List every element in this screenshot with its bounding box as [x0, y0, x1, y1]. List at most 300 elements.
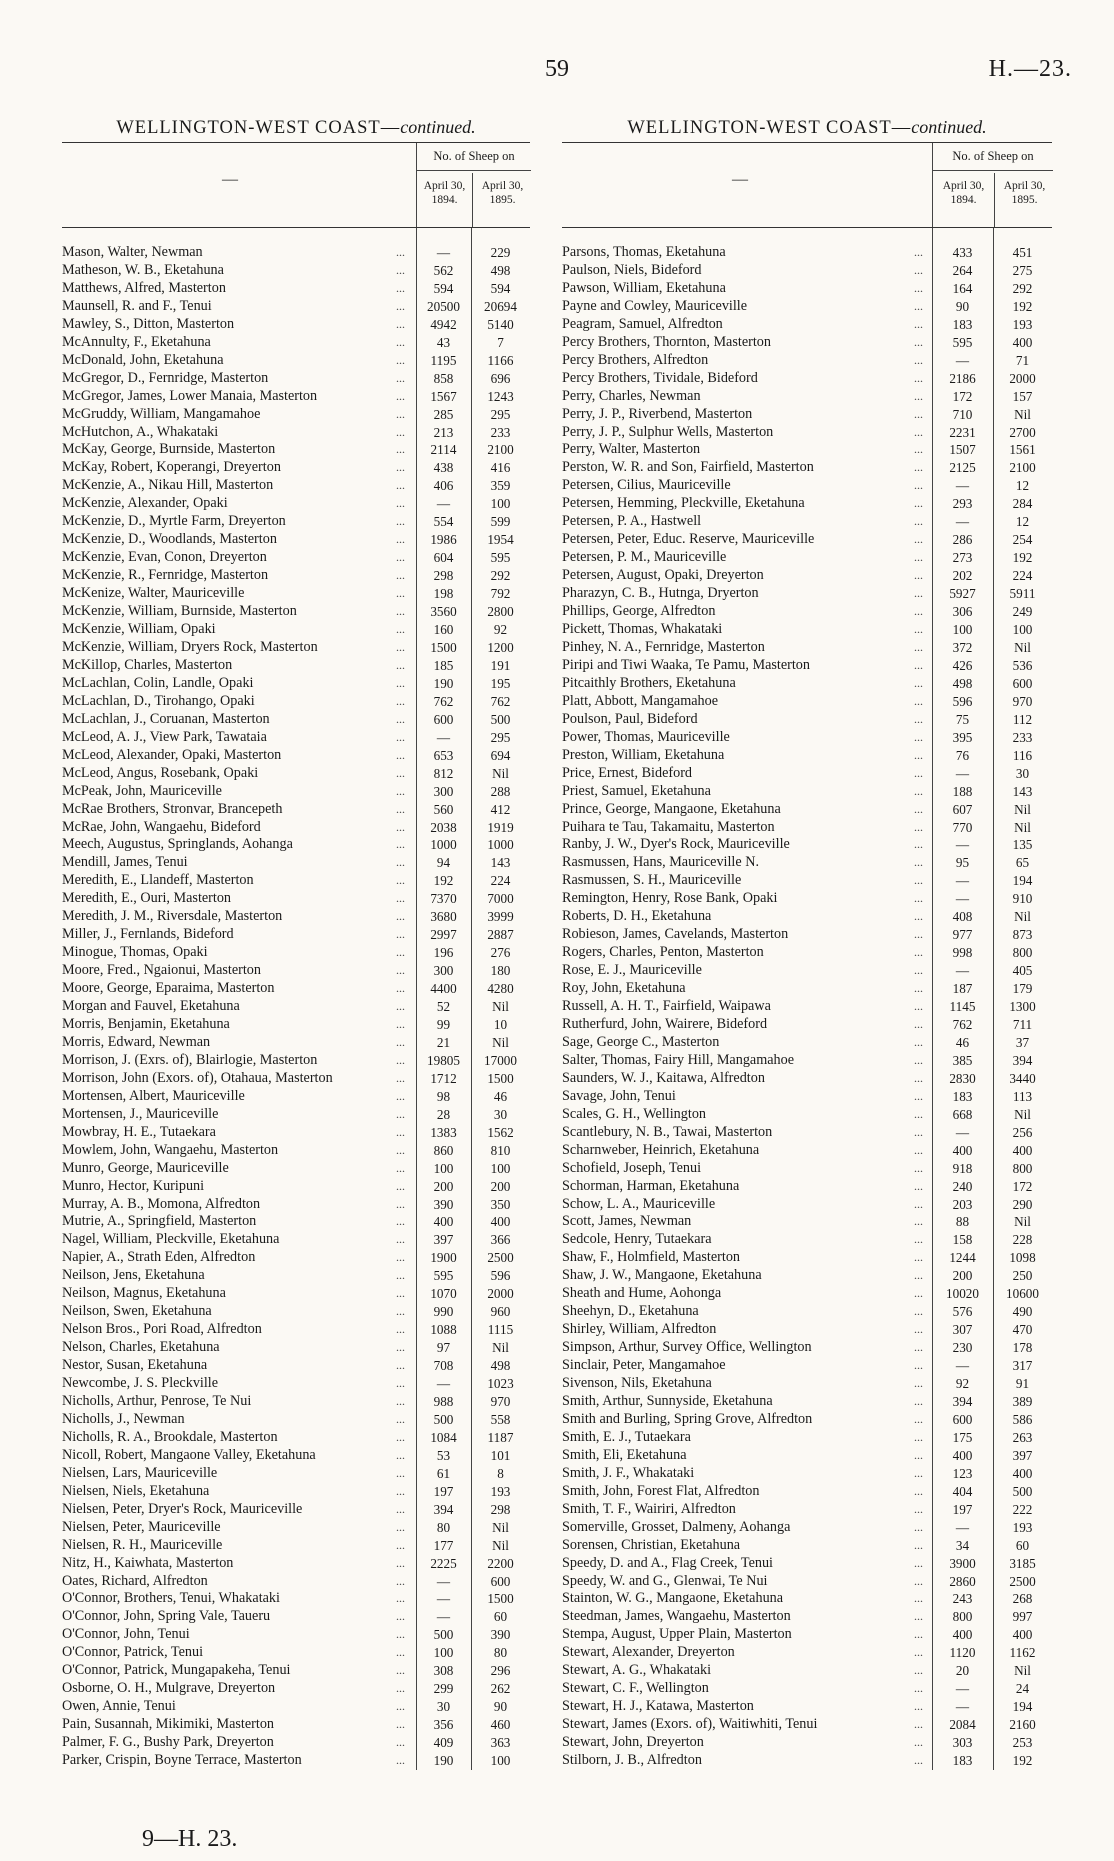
leader-dots: ... [396, 675, 405, 690]
leader-dots: ... [914, 1124, 923, 1139]
sheep-1895-value: Nil [1014, 1214, 1031, 1230]
sheep-1894-value: 264 [952, 262, 973, 278]
leader-dots: ... [396, 1016, 405, 1031]
leader-dots: ... [396, 1411, 405, 1426]
sheep-1895-value: 71 [1015, 352, 1030, 368]
sheep-1895-value: 490 [1012, 1304, 1033, 1320]
leader-dots: ... [914, 873, 923, 888]
leader-dots: ... [914, 855, 923, 870]
leader-dots: ... [914, 765, 923, 780]
leader-dots: ... [396, 855, 405, 870]
table-row [562, 1070, 1052, 1088]
sheep-1895-value: 390 [490, 1627, 511, 1643]
owner-name: Speedy, D. and A., Flag Creek, Tenui [562, 1554, 773, 1571]
leader-dots: ... [396, 424, 405, 439]
owner-name: Schow, L. A., Mauriceville [562, 1195, 716, 1212]
sheep-1895-value: 3440 [1009, 1070, 1036, 1086]
sheep-1895-value: 180 [490, 963, 511, 979]
sheep-1895-value: 400 [1012, 1627, 1033, 1643]
owner-name: Scott, James, Newman [562, 1213, 692, 1230]
owner-name: Pawson, William, Eketahuna [562, 279, 726, 296]
sheep-1894-value: — [955, 837, 970, 853]
owner-name: McKenzie, D., Myrtle Farm, Dreyerton [62, 513, 286, 530]
table-row [62, 1644, 530, 1662]
sheep-1895-value: 762 [490, 693, 511, 709]
table-row [62, 1357, 530, 1375]
sheep-1895-value: 113 [1012, 1088, 1033, 1104]
owner-name: Stewart, A. G., Whakataki [562, 1662, 712, 1679]
leader-dots: ... [914, 891, 923, 906]
leader-dots: ... [396, 1142, 405, 1157]
sheep-1895-value: 1300 [1009, 999, 1036, 1015]
leader-dots: ... [914, 334, 923, 349]
leader-dots: ... [914, 1753, 923, 1768]
table-row [562, 424, 1052, 442]
sheep-1894-value: 123 [952, 1465, 973, 1481]
sheep-1894-value: 99 [436, 1016, 451, 1032]
sheep-1895-value: 5140 [487, 316, 514, 332]
leader-dots: ... [396, 245, 405, 259]
sheep-1894-value: 53 [436, 1447, 451, 1463]
owner-name: Scantlebury, N. B., Tawai, Masterton [562, 1123, 773, 1140]
table-row [562, 747, 1052, 765]
sheep-1894-value: 812 [433, 765, 454, 781]
sheep-1895-value: 46 [493, 1088, 508, 1104]
table-row [562, 962, 1052, 980]
sheep-1894-value: 43 [436, 334, 451, 350]
table-row [62, 765, 530, 783]
sheep-1895-value: 400 [490, 1214, 511, 1230]
sheep-1895-value: 100 [490, 1753, 511, 1769]
leader-dots: ... [396, 1178, 405, 1193]
owner-name: Priest, Samuel, Eketahuna [562, 782, 711, 799]
owner-name: Smith, Arthur, Sunnyside, Eketahuna [562, 1393, 773, 1409]
owner-name: Preston, William, Eketahuna [562, 746, 725, 763]
sheep-1895-value: 224 [1012, 568, 1033, 584]
table-row [562, 1734, 1052, 1752]
sheep-1895-value: 195 [490, 675, 511, 691]
sheep-1895-value: Nil [1014, 819, 1031, 835]
owner-name: Mortensen, Albert, Mauriceville [62, 1087, 245, 1104]
sheep-1894-value: 1500 [430, 639, 457, 655]
sheep-1894-value: 762 [433, 693, 454, 709]
sheep-1894-value: 200 [952, 1268, 973, 1284]
owner-name: Nicoll, Robert, Mangaone Valley, Eketahuna [62, 1446, 316, 1463]
sheep-1894-value: 303 [952, 1735, 973, 1751]
sheep-1895-value: Nil [492, 1519, 509, 1535]
sheep-1894-value: — [955, 963, 970, 979]
table-row [562, 854, 1052, 872]
owner-name: McLachlan, Colin, Landle, Opaki [62, 674, 254, 691]
sheep-1895-value: 1187 [487, 1429, 514, 1445]
leader-dots: ... [914, 675, 923, 690]
table-row [562, 908, 1052, 926]
leader-dots: ... [396, 981, 405, 996]
sheep-1894-value: 1120 [949, 1645, 976, 1661]
sheep-1895-value: 558 [490, 1411, 511, 1427]
sheep-1894-value: 560 [433, 801, 454, 817]
right-title-continued: continued. [911, 117, 987, 137]
sheep-1894-value: 1244 [949, 1250, 976, 1266]
table-row [62, 1519, 530, 1537]
sheep-1895-value: 92 [493, 622, 508, 638]
table-row [562, 1267, 1052, 1285]
leader-dots: ... [914, 352, 923, 367]
table-row [62, 1447, 530, 1465]
table-row [562, 1160, 1052, 1178]
sheep-1894-value: 397 [433, 1232, 454, 1248]
table-row [62, 585, 530, 603]
sheep-1894-value: — [955, 1519, 970, 1535]
table-row [62, 1734, 530, 1752]
sheep-1894-value: 394 [952, 1394, 973, 1409]
sheep-1894-value: — [955, 478, 970, 494]
table-row [562, 1034, 1052, 1052]
sheep-1895-value: 194 [1012, 1699, 1033, 1715]
table-row [62, 1339, 530, 1357]
owner-name: Neilson, Swen, Eketahuna [62, 1303, 212, 1320]
leader-dots: ... [914, 963, 923, 978]
leader-dots: ... [914, 262, 923, 277]
sheep-1894-value: — [436, 496, 451, 512]
sheep-1894-value: 75 [955, 711, 970, 727]
owner-name: Morrison, John (Exors. of), Otahaua, Masterton [62, 1069, 333, 1086]
owner-name: Pharazyn, C. B., Hutnga, Dryerton [562, 585, 759, 602]
leader-dots: ... [914, 532, 923, 547]
owner-name: McDonald, John, Eketahuna [62, 351, 224, 368]
sheep-1894-value: — [436, 245, 451, 260]
leader-dots: ... [914, 388, 923, 403]
sheep-1894-value: 1088 [430, 1322, 457, 1338]
table-row [62, 280, 530, 298]
sheep-1894-value: 998 [952, 945, 973, 961]
leader-dots: ... [914, 1304, 923, 1319]
sheep-1895-value: 2500 [487, 1250, 514, 1266]
table-row [562, 801, 1052, 819]
leader-dots: ... [396, 1214, 405, 1229]
sheep-1895-value: 194 [1012, 873, 1033, 889]
table-row [62, 729, 530, 747]
table-row [562, 1519, 1052, 1537]
leader-dots: ... [914, 298, 923, 313]
sheep-1895-value: 536 [1012, 657, 1033, 673]
leader-dots: ... [914, 1663, 923, 1678]
table-row [562, 1537, 1052, 1555]
table-row [562, 1680, 1052, 1698]
owner-name: Stainton, W. G., Mangaone, Eketahuna [562, 1590, 784, 1607]
sheep-1894-value: 356 [433, 1717, 454, 1733]
leader-dots: ... [914, 514, 923, 529]
leader-dots: ... [914, 639, 923, 654]
sheep-1895-value: 178 [1012, 1340, 1033, 1356]
owner-name: Stewart, Alexander, Dreyerton [562, 1644, 735, 1661]
sheep-1894-value: 183 [952, 1088, 973, 1104]
owner-name: Simpson, Arthur, Survey Office, Wellington [562, 1339, 812, 1356]
leader-dots: ... [914, 1268, 923, 1283]
sheep-1895-value: 143 [1012, 783, 1033, 799]
left-table-header [62, 142, 530, 228]
leader-dots: ... [914, 747, 923, 762]
table-row [562, 549, 1052, 567]
owner-name: Nicholls, R. A., Brookdale, Masterton [62, 1428, 278, 1445]
sheep-1894-value: 203 [952, 1196, 973, 1212]
owner-name: Neilson, Jens, Eketahuna [62, 1267, 205, 1284]
leader-dots: ... [914, 568, 923, 583]
table-row [62, 441, 530, 459]
leader-dots: ... [396, 1735, 405, 1750]
owner-name: Sedcole, Henry, Tutaekara [562, 1231, 712, 1248]
table-row [62, 334, 530, 352]
sheep-1895-value: 295 [490, 729, 511, 745]
sheep-1895-value: 179 [1012, 981, 1033, 997]
owner-name: Sivenson, Nils, Eketahuna [562, 1375, 712, 1392]
table-row [562, 1231, 1052, 1249]
sheep-1894-value: 595 [433, 1268, 454, 1284]
owner-name: Sheehyn, D., Eketahuna [562, 1303, 699, 1320]
sheep-1894-value: 500 [433, 1627, 454, 1643]
owner-name: Price, Ernest, Bideford [562, 764, 693, 781]
sheep-1894-value: 286 [952, 532, 973, 548]
table-row [62, 1142, 530, 1160]
owner-name: Murray, A. B., Momona, Alfredton [62, 1195, 261, 1212]
sheep-1894-value: 172 [952, 388, 973, 404]
sheep-1895-value: 696 [490, 370, 511, 386]
table-row [562, 1590, 1052, 1608]
left-title-main: WELLINGTON-WEST COAST— [116, 118, 401, 138]
leader-dots: ... [914, 1178, 923, 1193]
leader-dots: ... [396, 1034, 405, 1049]
leader-dots: ... [914, 927, 923, 942]
sheep-1895-value: 3185 [1009, 1555, 1036, 1571]
sheep-1895-value: 460 [490, 1717, 511, 1733]
sheep-1895-value: 1000 [487, 837, 514, 853]
owner-name: Perry, Charles, Newman [562, 387, 701, 404]
sheep-1894-value: 5927 [949, 586, 976, 602]
leader-dots: ... [396, 909, 405, 924]
sheep-1894-value: 95 [955, 855, 970, 871]
sheep-1895-value: 292 [490, 568, 511, 584]
sheep-1894-value: 30 [436, 1699, 451, 1715]
owner-name: Mutrie, A., Springfield, Masterton [62, 1213, 257, 1230]
owner-name: McKay, Robert, Koperangi, Dreyerton [62, 459, 281, 476]
sheep-1895-value: 284 [1012, 496, 1033, 512]
sheep-1895-value: 135 [1012, 837, 1033, 853]
sheep-1894-value: 200 [433, 1178, 454, 1194]
owner-name: O'Connor, Patrick, Tenui [62, 1644, 204, 1661]
sheep-1894-value: — [436, 1591, 451, 1607]
sheep-1895-value: 350 [490, 1196, 511, 1212]
sheep-1895-value: 4280 [487, 981, 514, 997]
sheep-1894-value: 600 [952, 1411, 973, 1427]
table-row [62, 1429, 530, 1447]
sheep-1894-value: 175 [952, 1429, 973, 1445]
owner-name: Meech, Augustus, Springlands, Aohanga [62, 836, 293, 853]
sheep-1894-value: 2231 [949, 424, 976, 440]
leader-dots: ... [914, 1573, 923, 1588]
table-row [62, 1070, 530, 1088]
leader-dots: ... [396, 298, 405, 313]
leader-dots: ... [396, 1519, 405, 1534]
owner-name: Perry, J. P., Riverbend, Masterton [562, 405, 753, 422]
sheep-1895-value: 12 [1015, 478, 1030, 494]
sheep-1894-value: 604 [433, 550, 454, 566]
sheep-1894-value: 596 [952, 693, 973, 709]
sheep-1895-value: 157 [1012, 388, 1033, 404]
sheep-1894-value: 576 [952, 1304, 973, 1320]
table-row [62, 1752, 530, 1770]
sheep-1895-value: 193 [1012, 316, 1033, 332]
owner-name: Rose, E. J., Mauriceville [562, 962, 702, 979]
owner-name: Ranby, J. W., Dyer's Rock, Mauriceville [562, 836, 790, 853]
table-row [62, 1411, 530, 1429]
table-row [62, 1267, 530, 1285]
table-row [62, 1501, 530, 1519]
sheep-1895-value: 30 [1015, 765, 1030, 781]
leader-dots: ... [914, 1376, 923, 1391]
table-row [562, 1608, 1052, 1626]
sheep-1895-value: 100 [490, 1160, 511, 1176]
owner-name: Petersen, Peter, Educ. Reserve, Mauriceville [562, 531, 815, 548]
leader-dots: ... [914, 657, 923, 672]
sheep-1895-value: 10600 [1006, 1286, 1039, 1302]
sheep-1895-value: 65 [1015, 855, 1030, 871]
sheep-1895-value: 2500 [1009, 1573, 1036, 1589]
table-row [562, 944, 1052, 962]
sheep-1895-value: 397 [1012, 1447, 1033, 1463]
sheep-1894-value: 554 [433, 514, 454, 530]
right-sheep-group-header [932, 143, 1053, 227]
table-row [562, 1501, 1052, 1519]
leader-dots: ... [396, 334, 405, 349]
owner-name: Salter, Thomas, Fairy Hill, Mangamahoe [562, 1051, 795, 1068]
sheep-1894-value: 177 [433, 1537, 454, 1553]
sheep-1894-value: 762 [952, 1016, 973, 1032]
table-row [62, 1483, 530, 1501]
sheep-1894-value: 408 [952, 909, 973, 925]
sheep-1895-value: 116 [1012, 747, 1033, 763]
table-row [62, 1573, 530, 1591]
sheep-1895-value: 2000 [487, 1286, 514, 1302]
table-row [562, 262, 1052, 280]
sheep-1895-value: 12 [1015, 514, 1030, 530]
table-row [62, 1680, 530, 1698]
owner-name: McLeod, A. J., View Park, Tawataia [62, 728, 267, 745]
table-row [62, 783, 530, 801]
leader-dots: ... [396, 1699, 405, 1714]
sheep-1895-value: 400 [1012, 1142, 1033, 1158]
sheep-1894-value: — [955, 1358, 970, 1374]
table-row [62, 1124, 530, 1142]
sheep-1895-value: 101 [490, 1447, 511, 1463]
sheep-1894-value: 400 [952, 1142, 973, 1158]
table-row [562, 280, 1052, 298]
leader-dots: ... [396, 316, 405, 331]
table-row [62, 567, 530, 585]
sheep-1895-value: 810 [490, 1142, 511, 1158]
sheep-1894-value: 213 [433, 424, 454, 440]
sheep-1894-value: 100 [433, 1160, 454, 1176]
sheep-1894-value: 1000 [430, 837, 457, 853]
leader-dots: ... [396, 1124, 405, 1139]
table-row [62, 406, 530, 424]
table-row [62, 1052, 530, 1070]
table-row [562, 1213, 1052, 1231]
leader-dots: ... [914, 1196, 923, 1211]
owner-name: Moore, George, Eparaima, Masterton [62, 980, 275, 997]
leader-dots: ... [914, 1322, 923, 1337]
leader-dots: ... [914, 1645, 923, 1660]
table-row [562, 298, 1052, 316]
sheep-1894-value: — [955, 873, 970, 889]
table-row [562, 1644, 1052, 1662]
table-row [562, 1321, 1052, 1339]
owner-name: Morgan and Fauvel, Eketahuna [62, 998, 240, 1015]
owner-name: Nielsen, Niels, Eketahuna [62, 1482, 210, 1499]
owner-name: Morris, Edward, Newman [62, 1033, 211, 1050]
sheep-1895-value: 1561 [1009, 442, 1036, 458]
sheep-1895-value: 60 [493, 1609, 508, 1625]
owner-name: Petersen, P. A., Hastwell [562, 513, 702, 530]
sheep-1894-value: — [436, 1609, 451, 1625]
owner-name: Palmer, F. G., Bushy Park, Dreyerton [62, 1734, 274, 1751]
sheep-1894-value: 197 [433, 1483, 454, 1499]
left-group-label: No. of Sheep on [417, 149, 531, 171]
sheep-1895-value: 253 [1012, 1735, 1033, 1751]
leader-dots: ... [914, 1286, 923, 1301]
leader-dots: ... [396, 891, 405, 906]
leader-dots: ... [914, 586, 923, 601]
table-row [562, 1429, 1052, 1447]
owner-name: Parsons, Thomas, Eketahuna [562, 244, 726, 260]
sheep-1895-value: 2700 [1009, 424, 1036, 440]
sheep-1895-value: 290 [1012, 1196, 1033, 1212]
sheep-1894-value: 61 [436, 1465, 451, 1481]
sheep-1895-value: Nil [492, 1340, 509, 1356]
table-row [62, 352, 530, 370]
sheep-1894-value: 1712 [430, 1070, 457, 1086]
leader-dots: ... [914, 496, 923, 511]
owner-name: Stilborn, J. B., Alfredton [562, 1752, 702, 1769]
leader-dots: ... [914, 819, 923, 834]
table-row [562, 477, 1052, 495]
table-row [62, 693, 530, 711]
table-row [62, 1716, 530, 1734]
sheep-1894-value: — [436, 1376, 451, 1392]
table-row [562, 1052, 1052, 1070]
leader-dots: ... [396, 1555, 405, 1570]
sheep-1894-value: 10020 [946, 1286, 979, 1302]
leader-dots: ... [396, 442, 405, 457]
sheep-1895-value: 800 [1012, 1160, 1033, 1176]
sheep-1895-value: 192 [1012, 1753, 1033, 1769]
table-row [62, 1698, 530, 1716]
sheep-1894-value: — [436, 1573, 451, 1589]
sheep-1895-value: 2100 [487, 442, 514, 458]
leader-dots: ... [914, 1214, 923, 1229]
right-column [562, 112, 1052, 1770]
table-row [562, 1393, 1052, 1411]
table-row [62, 1285, 530, 1303]
owner-name: Piripi and Tiwi Waaka, Te Pamu, Masterton [562, 656, 810, 673]
sheep-1894-value: 500 [433, 1411, 454, 1427]
table-row [62, 1555, 530, 1573]
table-row [62, 1249, 530, 1267]
owner-name: McGregor, James, Lower Manaia, Masterton [62, 387, 318, 404]
leader-dots: ... [914, 1519, 923, 1534]
sheep-1894-value: 2038 [430, 819, 457, 835]
sheep-1894-value: 97 [436, 1340, 451, 1356]
sheep-1894-value: 372 [952, 639, 973, 655]
